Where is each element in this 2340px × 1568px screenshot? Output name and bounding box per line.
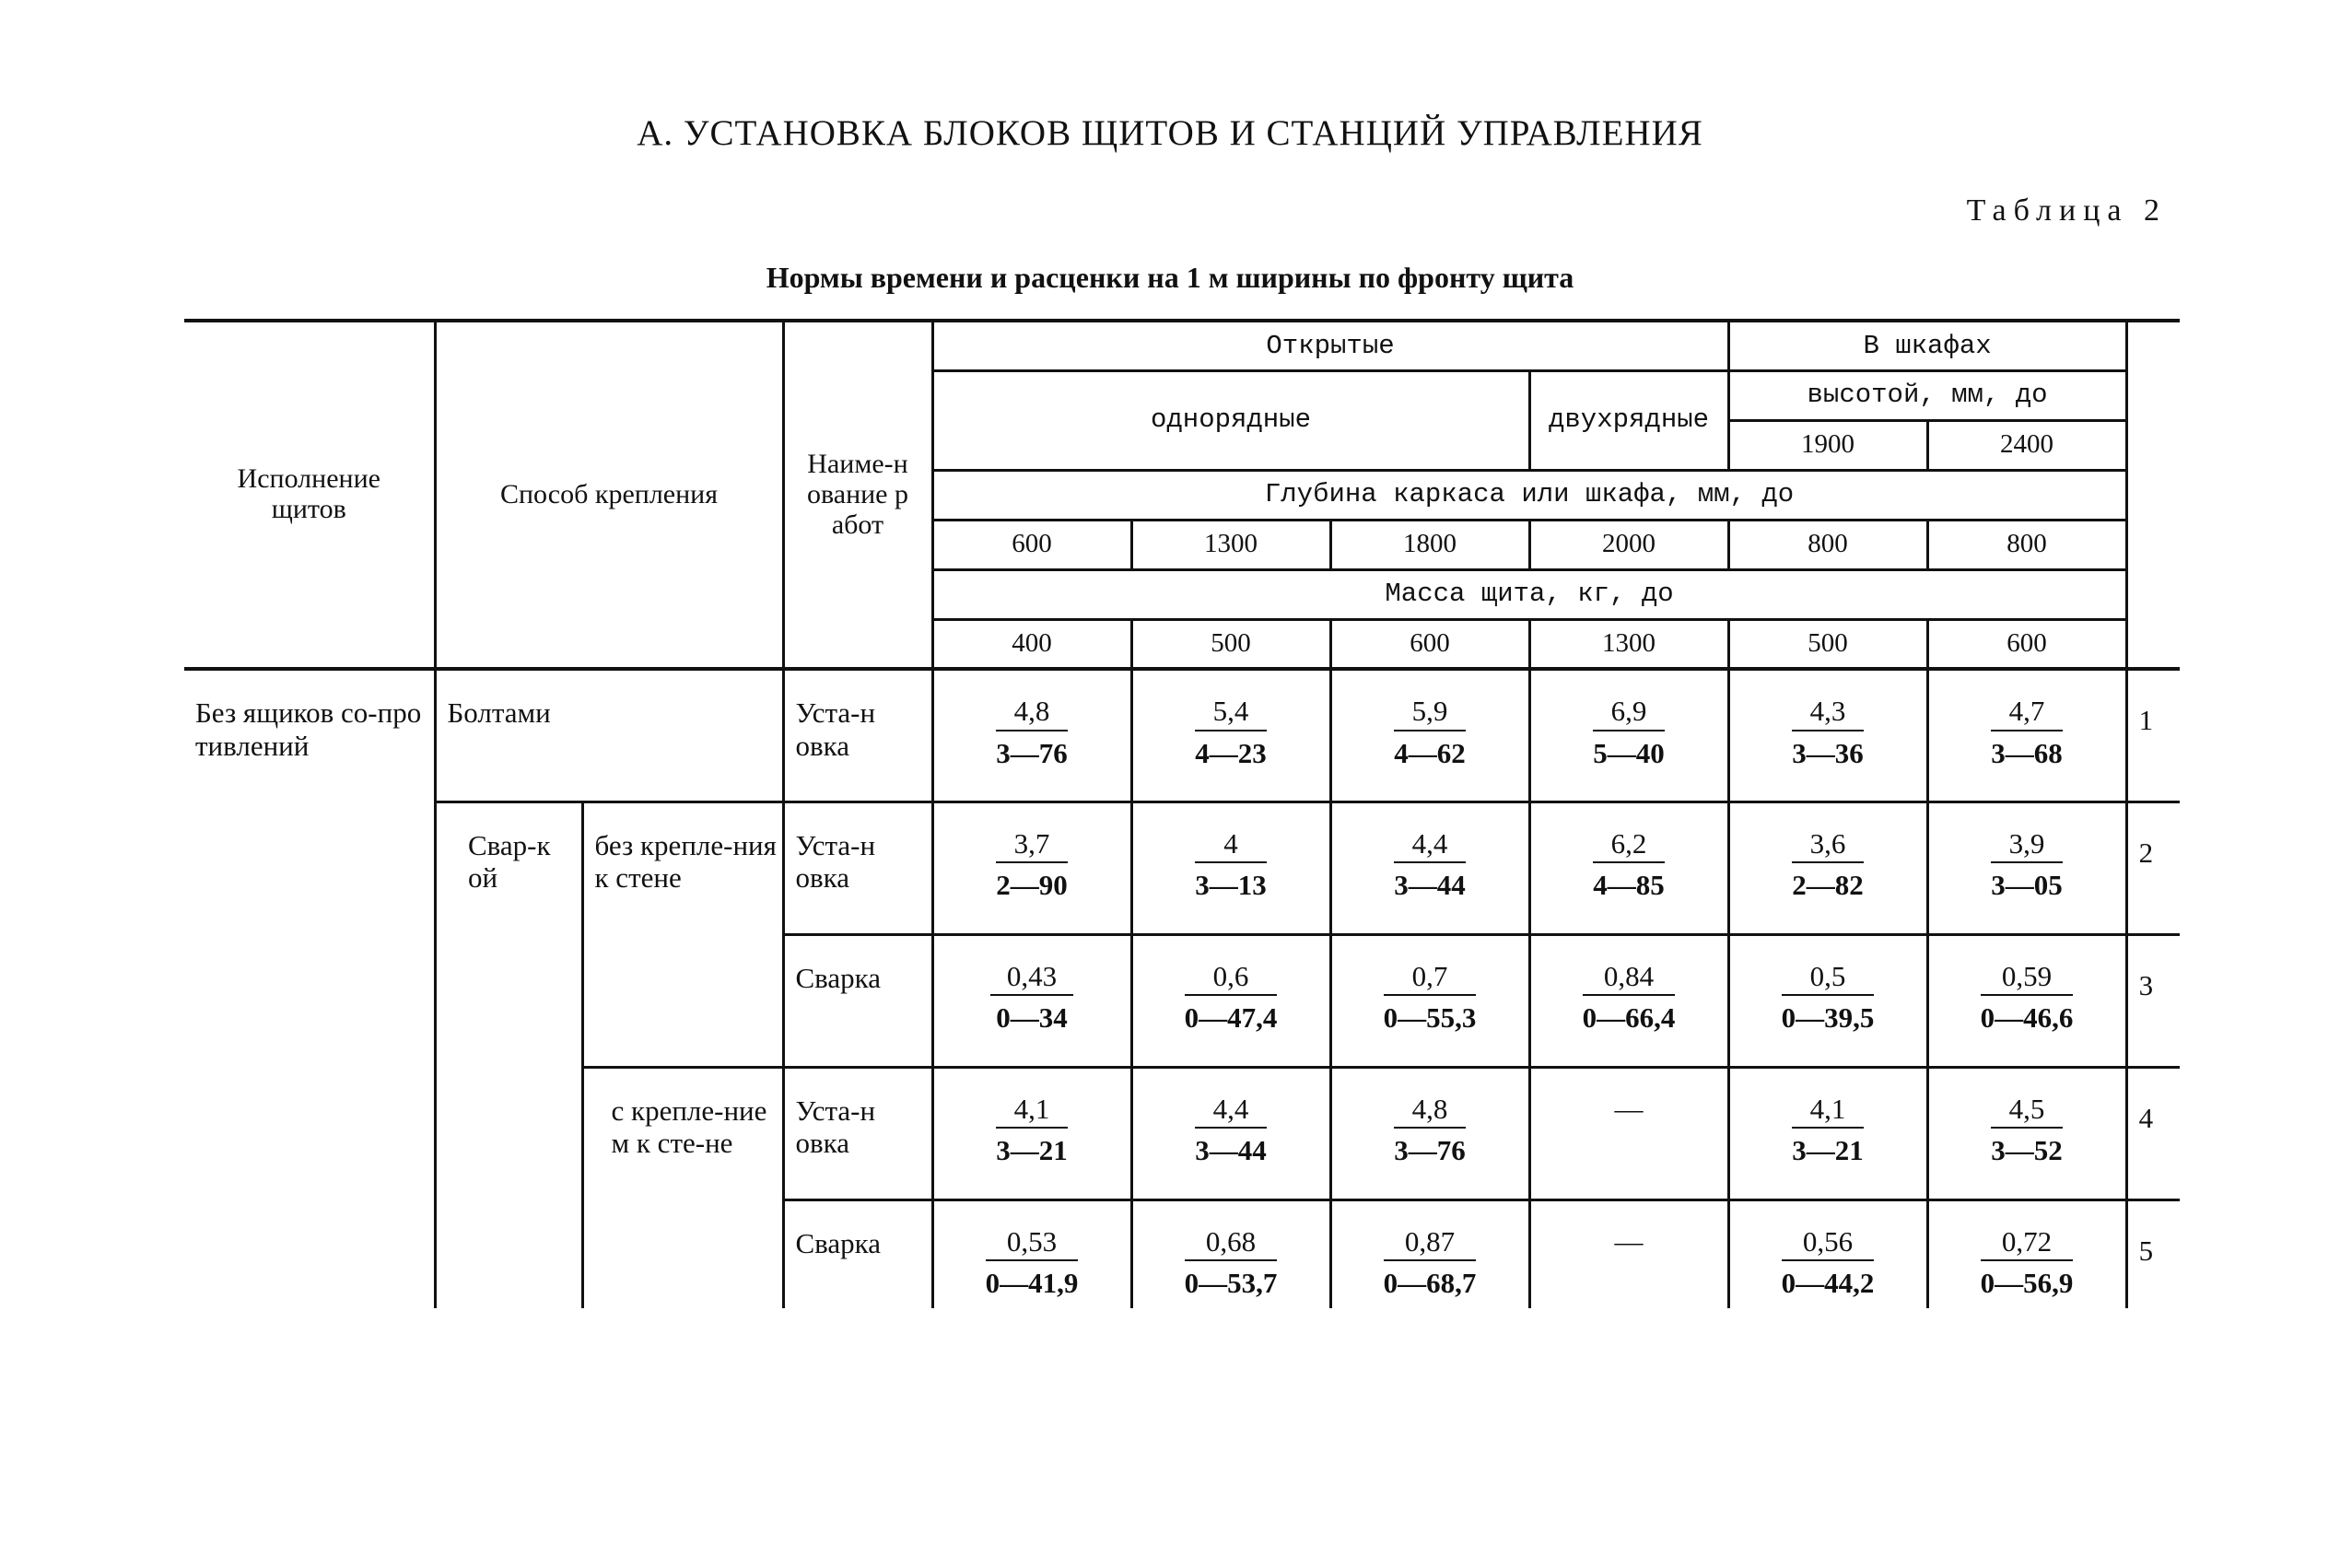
work-name: Уста-новка <box>783 1067 932 1199</box>
norm-cell: $\frac{4}{3—13}$ <box>1131 802 1330 934</box>
norm-cell: $\frac{4,8}{3—76}$ <box>932 669 1131 802</box>
header-mass: Масса щита, кг, до <box>932 569 2126 619</box>
header-in-cabinets: В шкафах <box>1728 321 2126 370</box>
work-name: Сварка <box>783 934 932 1067</box>
header-depth-cell: 600 <box>932 520 1131 569</box>
welding-no-wall: без крепле-ния к стене <box>582 802 783 1067</box>
norm-cell: $\frac{0,59}{0—46,6}$ <box>1927 934 2126 1067</box>
norm-cell: $\frac{0,56}{0—44,2}$ <box>1728 1199 1927 1308</box>
norm-cell: $\frac{0,53}{0—41,9}$ <box>932 1199 1131 1308</box>
header-mass-cell: 500 <box>1131 619 1330 669</box>
header-execution: Исполнение щитов <box>184 321 435 669</box>
norm-cell: $\frac{6,2}{4—85}$ <box>1529 802 1728 934</box>
header-mass-cell: 500 <box>1728 619 1927 669</box>
norms-table <box>184 319 2180 1308</box>
norm-cell: $\frac{0,7}{0—55,3}$ <box>1330 934 1529 1067</box>
header-height: высотой, мм, до <box>1728 370 2126 420</box>
norm-cell: $\frac{0,84}{0—66,4}$ <box>1529 934 1728 1067</box>
header-work-name: Наиме-нование работ <box>783 321 932 669</box>
norm-cell: $\frac{0,87}{0—68,7}$ <box>1330 1199 1529 1308</box>
header-depth-cell: 2000 <box>1529 520 1728 569</box>
norm-cell-empty: — <box>1529 1067 1728 1199</box>
header-depth-cell: 1800 <box>1330 520 1529 569</box>
header-mass-cell: 400 <box>932 619 1131 669</box>
fastening-bolts: Болтами <box>435 669 783 802</box>
work-name: Уста-новка <box>783 802 932 934</box>
norm-cell: $\frac{5,9}{4—62}$ <box>1330 669 1529 802</box>
norm-cell: $\frac{4,5}{3—52}$ <box>1927 1067 2126 1199</box>
header-height-1900: 1900 <box>1728 420 1927 470</box>
norm-cell: $\frac{0,6}{0—47,4}$ <box>1131 934 1330 1067</box>
norm-cell: $\frac{3,6}{2—82}$ <box>1728 802 1927 934</box>
norm-cell: $\frac{6,9}{5—40}$ <box>1529 669 1728 802</box>
header-mass-cell: 600 <box>1330 619 1529 669</box>
norm-cell: $\frac{4,4}{3—44}$ <box>1330 802 1529 934</box>
header-depth-cell: 800 <box>1927 520 2126 569</box>
row-number: 3 <box>2126 934 2180 1067</box>
norm-cell: $\frac{4,4}{3—44}$ <box>1131 1067 1330 1199</box>
header-mass-cell: 1300 <box>1529 619 1728 669</box>
norm-cell: $\frac{3,7}{2—90}$ <box>932 802 1131 934</box>
header-height-2400: 2400 <box>1927 420 2126 470</box>
norm-cell: $\frac{4,8}{3—76}$ <box>1330 1067 1529 1199</box>
norm-cell: $\frac{0,68}{0—53,7}$ <box>1131 1199 1330 1308</box>
norm-cell: $\frac{0,43}{0—34}$ <box>932 934 1131 1067</box>
header-fastening: Способ крепления <box>435 321 783 669</box>
header-depth: Глубина каркаса или шкафа, мм, до <box>932 470 2126 520</box>
norm-cell: $\frac{4,1}{3—21}$ <box>1728 1067 1927 1199</box>
norm-cell: $\frac{4,7}{3—68}$ <box>1927 669 2126 802</box>
row-number: 2 <box>2126 802 2180 934</box>
norm-cell: $\frac{0,5}{0—39,5}$ <box>1728 934 1927 1067</box>
header-depth-cell: 1300 <box>1131 520 1330 569</box>
header-double-row: двухрядные <box>1529 370 1728 470</box>
row-number: 4 <box>2126 1067 2180 1199</box>
table-row <box>184 802 2180 934</box>
norm-cell: $\frac{5,4}{4—23}$ <box>1131 669 1330 802</box>
norm-cell: $\frac{4,1}{3—21}$ <box>932 1067 1131 1199</box>
norm-cell: $\frac{3,9}{3—05}$ <box>1927 802 2126 934</box>
page-title: А. УСТАНОВКА БЛОКОВ ЩИТОВ И СТАНЦИЙ УПРАВЛЕНИЯ <box>637 113 1703 153</box>
header-depth-cell: 800 <box>1728 520 1927 569</box>
norm-cell: $\frac{4,3}{3—36}$ <box>1728 669 1927 802</box>
table-row <box>184 669 2180 802</box>
table-label: Таблица 2 <box>1966 193 2167 228</box>
welding-with-wall: с крепле-нием к сте-не <box>582 1067 783 1308</box>
header-mass-cell: 600 <box>1927 619 2126 669</box>
norm-cell-empty: — <box>1529 1199 1728 1308</box>
work-name: Сварка <box>783 1199 932 1308</box>
table-title: Нормы времени и расценки на 1 м ширины по фронту щита <box>766 261 1574 294</box>
header-single-row: однорядные <box>932 370 1529 470</box>
execution-value: Без ящиков со-противлений <box>195 696 422 762</box>
fastening-welding: Свар-кой <box>435 802 582 1308</box>
row-number: 1 <box>2126 669 2180 802</box>
header-open: Открытые <box>932 321 1728 370</box>
norm-cell: $\frac{0,72}{0—56,9}$ <box>1927 1199 2126 1308</box>
work-name: Уста-новка <box>783 669 932 802</box>
row-number: 5 <box>2126 1199 2180 1308</box>
